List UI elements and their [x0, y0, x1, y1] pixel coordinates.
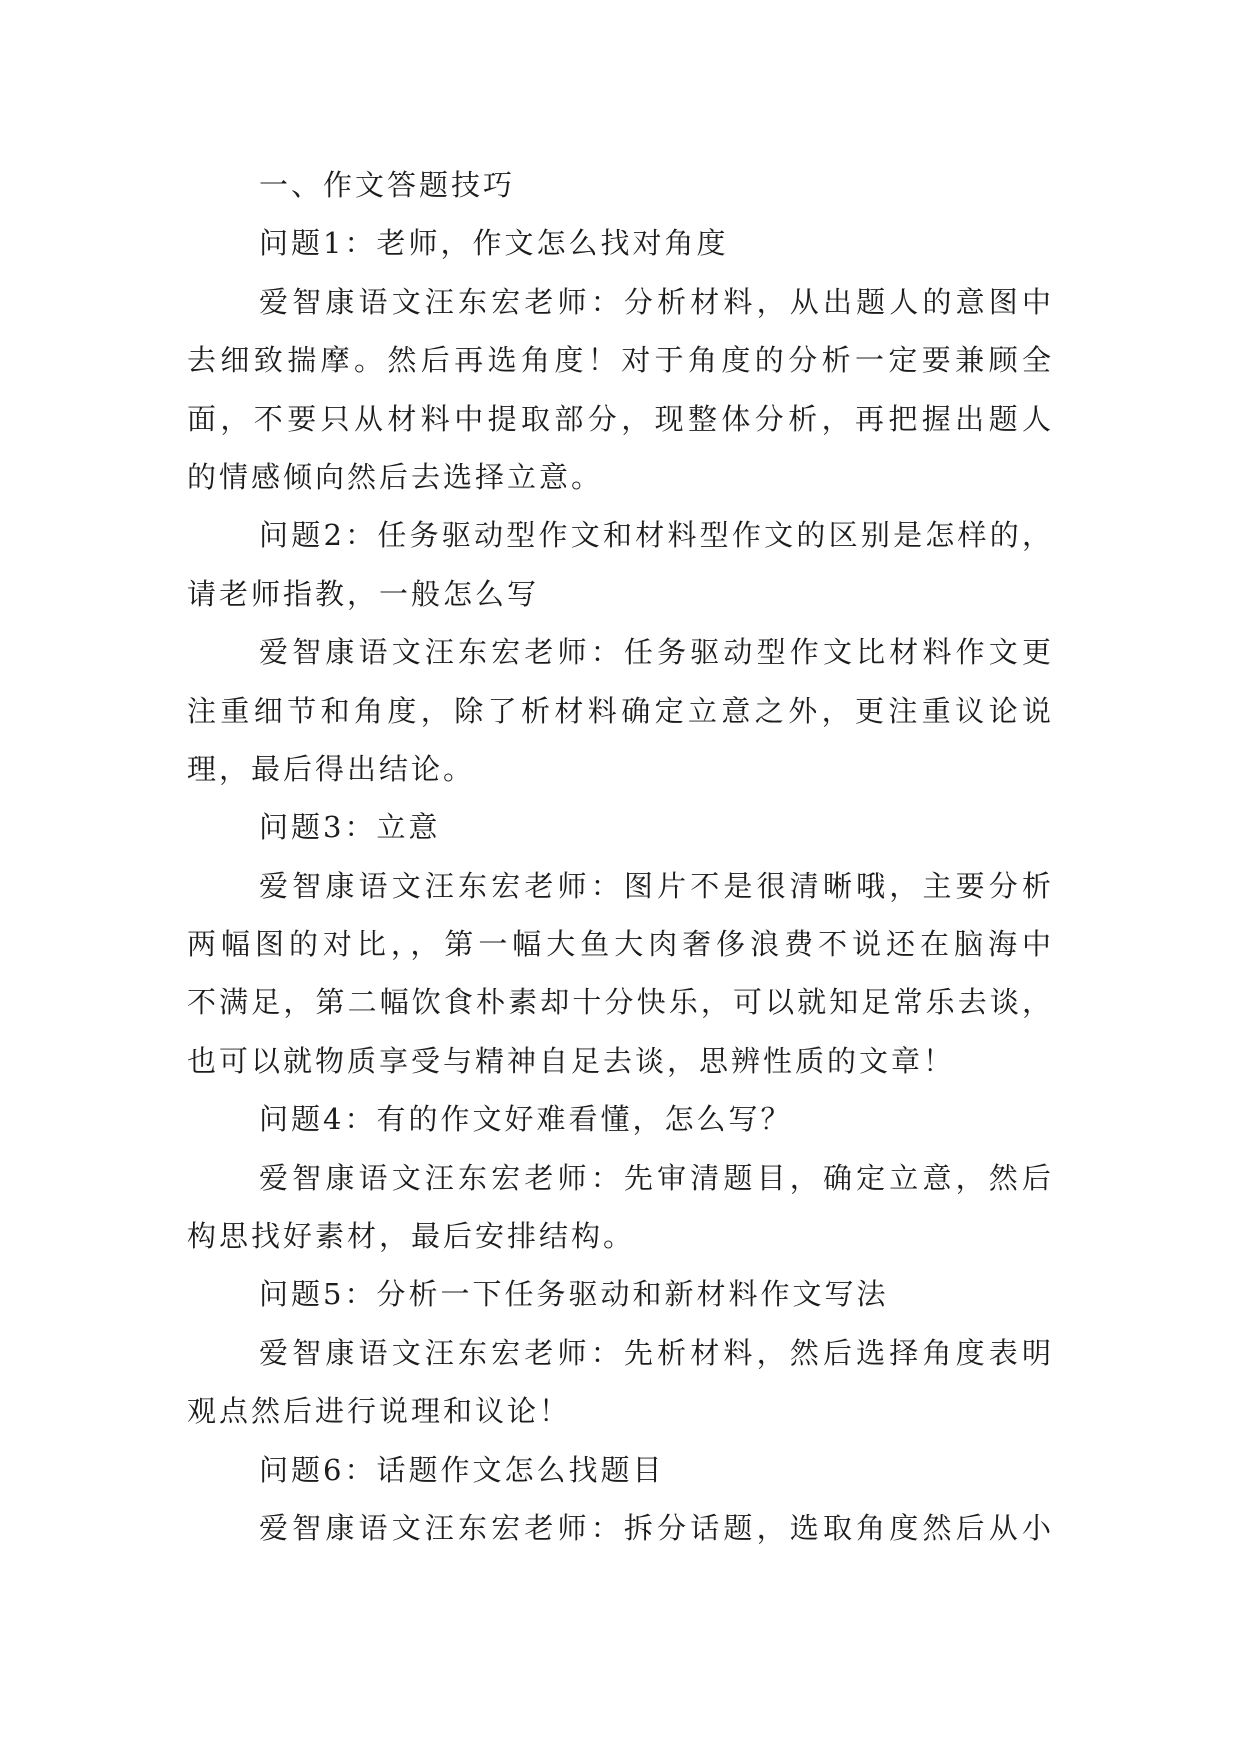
text-line: 问题2：任务驱动型作文和材料型作文的区别是怎样的，: [259, 518, 1054, 553]
paragraph: [187, 857, 1054, 1091]
text-line: 请老师指教，一般怎么写: [187, 576, 540, 611]
text-line: 问题1：老师，作文怎么找对角度: [259, 226, 729, 261]
paragraph: [187, 214, 1054, 272]
text-line: 的情感倾向然后去选择立意。: [187, 459, 604, 494]
paragraph: [187, 273, 1054, 507]
paragraph: [187, 1441, 1054, 1499]
text-line: 不满足，第二幅饮食朴素却十分快乐，可以就知足常乐去谈，: [187, 985, 1054, 1020]
paragraph: [187, 623, 1054, 798]
text-line: 理，最后得出结论。: [187, 751, 476, 786]
text-line: 注重细节和角度，除了析材料确定立意之外，更注重议论说: [187, 693, 1054, 728]
text-line: 面，不要只从材料中提取部分，现整体分析，再把握出题人: [187, 401, 1054, 436]
text-line: 问题3：立意: [259, 810, 441, 845]
text-line: 问题6：话题作文怎么找题目: [259, 1452, 665, 1487]
document-body: [187, 156, 1054, 1557]
paragraph: [187, 506, 1054, 623]
paragraph: [187, 1499, 1054, 1557]
paragraph: [187, 1324, 1054, 1441]
paragraph: [187, 1149, 1054, 1266]
text-line: 爱智康语文汪东宏老师：先析材料，然后选择角度表明: [259, 1335, 1054, 1370]
paragraph: [187, 1265, 1054, 1323]
text-line: 去细致揣摩。然后再选角度！对于角度的分析一定要兼顾全: [187, 343, 1054, 378]
text-line: 一、作文答题技巧: [259, 168, 516, 202]
text-line: 问题5：分析一下任务驱动和新材料作文写法: [259, 1277, 889, 1312]
paragraph: [187, 1090, 1054, 1148]
text-line: 观点然后进行说理和议论！: [187, 1394, 572, 1429]
text-line: 两幅图的对比，，第一幅大鱼大肉奢侈浪费不说还在脑海中: [187, 927, 1054, 962]
section-heading: [187, 156, 1054, 214]
text-line: 爱智康语文汪东宏老师：先审清题目，确定立意，然后: [259, 1160, 1054, 1195]
text-line: 爱智康语文汪东宏老师：任务驱动型作文比材料作文更: [259, 635, 1054, 670]
text-line: 问题4：有的作文好难看懂，怎么写？: [259, 1102, 793, 1137]
text-line: 爱智康语文汪东宏老师：图片不是很清晰哦，主要分析: [259, 868, 1054, 903]
text-line: 爱智康语文汪东宏老师：拆分话题，选取角度然后从小: [259, 1510, 1054, 1545]
paragraph: [187, 798, 1054, 856]
text-line: 构思找好素材，最后安排结构。: [187, 1219, 636, 1254]
text-line: 也可以就物质享受与精神自足去谈，思辨性质的文章！: [187, 1043, 956, 1078]
text-line: 爱智康语文汪东宏老师：分析材料，从出题人的意图中: [259, 284, 1054, 319]
